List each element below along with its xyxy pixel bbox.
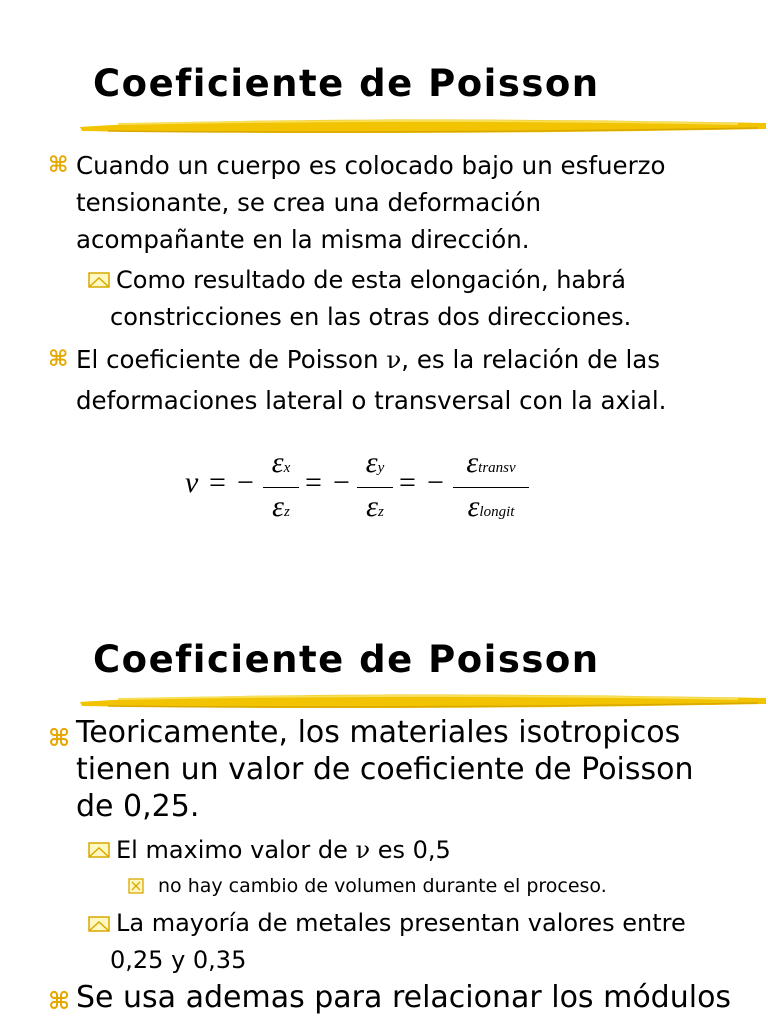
formula-minus: −	[333, 466, 350, 499]
bullet-line: constricciones en las otras dos direcciones.	[110, 303, 632, 331]
envelope-icon	[88, 272, 110, 288]
command-key-icon: ⌘	[48, 724, 71, 752]
text-segment: El maximo valor de	[116, 836, 356, 864]
bullet-teoricamente	[76, 714, 694, 825]
fraction-bar	[453, 487, 529, 488]
fraction-y-z	[357, 446, 393, 529]
bullet-cuando	[76, 147, 666, 258]
bullet-line	[76, 341, 666, 378]
slide-2	[0, 600, 768, 1024]
slide-2-title: Coeficiente de Poisson	[93, 638, 600, 681]
bullet-line: no hay cambio de volumen durante el proceso.	[158, 875, 607, 897]
formula-equals: =	[209, 466, 226, 499]
epsilon: ε	[366, 490, 378, 523]
nu-symbol: ν	[355, 836, 371, 864]
subscript-y: y	[377, 460, 385, 476]
subscript-z: z	[283, 504, 290, 520]
sub-bullet-elongacion	[110, 262, 631, 336]
bullet-coeficiente	[76, 341, 666, 419]
slide-1-title: Coeficiente de Poisson	[93, 62, 600, 105]
formula-minus: −	[427, 466, 444, 499]
subscript-transv: transv	[478, 460, 516, 476]
fraction-bar	[263, 487, 299, 488]
bullet-se-usa	[76, 979, 731, 1016]
fraction-bar	[357, 487, 393, 488]
subscript-z: z	[377, 504, 384, 520]
epsilon: ε	[467, 490, 480, 523]
bullet-line: Cuando un cuerpo es colocado bajo un esfuerzo	[76, 151, 666, 180]
formula-nu: ν	[185, 466, 199, 499]
sub-sub-bullet-volumen	[158, 873, 607, 899]
nu-symbol: ν	[386, 345, 402, 374]
command-key-icon: ⌘	[48, 153, 69, 178]
formula-minus: −	[237, 466, 254, 499]
text-segment: El coeficiente de Poisson	[76, 345, 387, 374]
title-underline-brush	[78, 688, 768, 712]
subscript-longit: longit	[479, 504, 515, 520]
sub-bullet-maximo	[116, 832, 451, 869]
epsilon: ε	[272, 490, 284, 523]
bullet-line	[116, 832, 451, 869]
boxed-x-icon	[128, 878, 144, 894]
envelope-icon	[88, 916, 110, 932]
subscript-x: x	[283, 460, 291, 476]
bullet-line: tensionante, se crea una deformación	[76, 188, 542, 217]
text-segment: es 0,5	[370, 836, 451, 864]
bullet-line: tienen un valor de coeficiente de Poisson	[76, 752, 694, 787]
fraction-x-z	[263, 446, 299, 529]
envelope-icon	[88, 842, 110, 858]
epsilon: ε	[271, 446, 284, 479]
bullet-line: de 0,25.	[76, 789, 200, 824]
formula-equals: =	[399, 466, 416, 499]
epsilon: ε	[466, 446, 479, 479]
text-segment: , es la relación de las	[401, 345, 661, 374]
fraction-transv-longit	[453, 446, 529, 529]
formula-equals: =	[305, 466, 322, 499]
bullet-line: La mayoría de metales presentan valores entre	[116, 909, 686, 937]
command-key-icon: ⌘	[48, 347, 69, 372]
bullet-line: deformaciones lateral o transversal con la axial.	[76, 386, 667, 415]
command-key-icon: ⌘	[48, 987, 71, 1015]
bullet-line: Se usa ademas para relacionar los módulos	[76, 980, 732, 1015]
bullet-line: Como resultado de esta elongación, habrá	[116, 266, 626, 294]
title-underline-brush	[78, 113, 768, 137]
bullet-line: Teoricamente, los materiales isotropicos	[76, 715, 681, 750]
sub-bullet-metales	[110, 905, 686, 979]
bullet-line: 0,25 y 0,35	[110, 946, 247, 974]
epsilon: ε	[365, 446, 378, 479]
bullet-line: acompañante en la misma dirección.	[76, 225, 530, 254]
